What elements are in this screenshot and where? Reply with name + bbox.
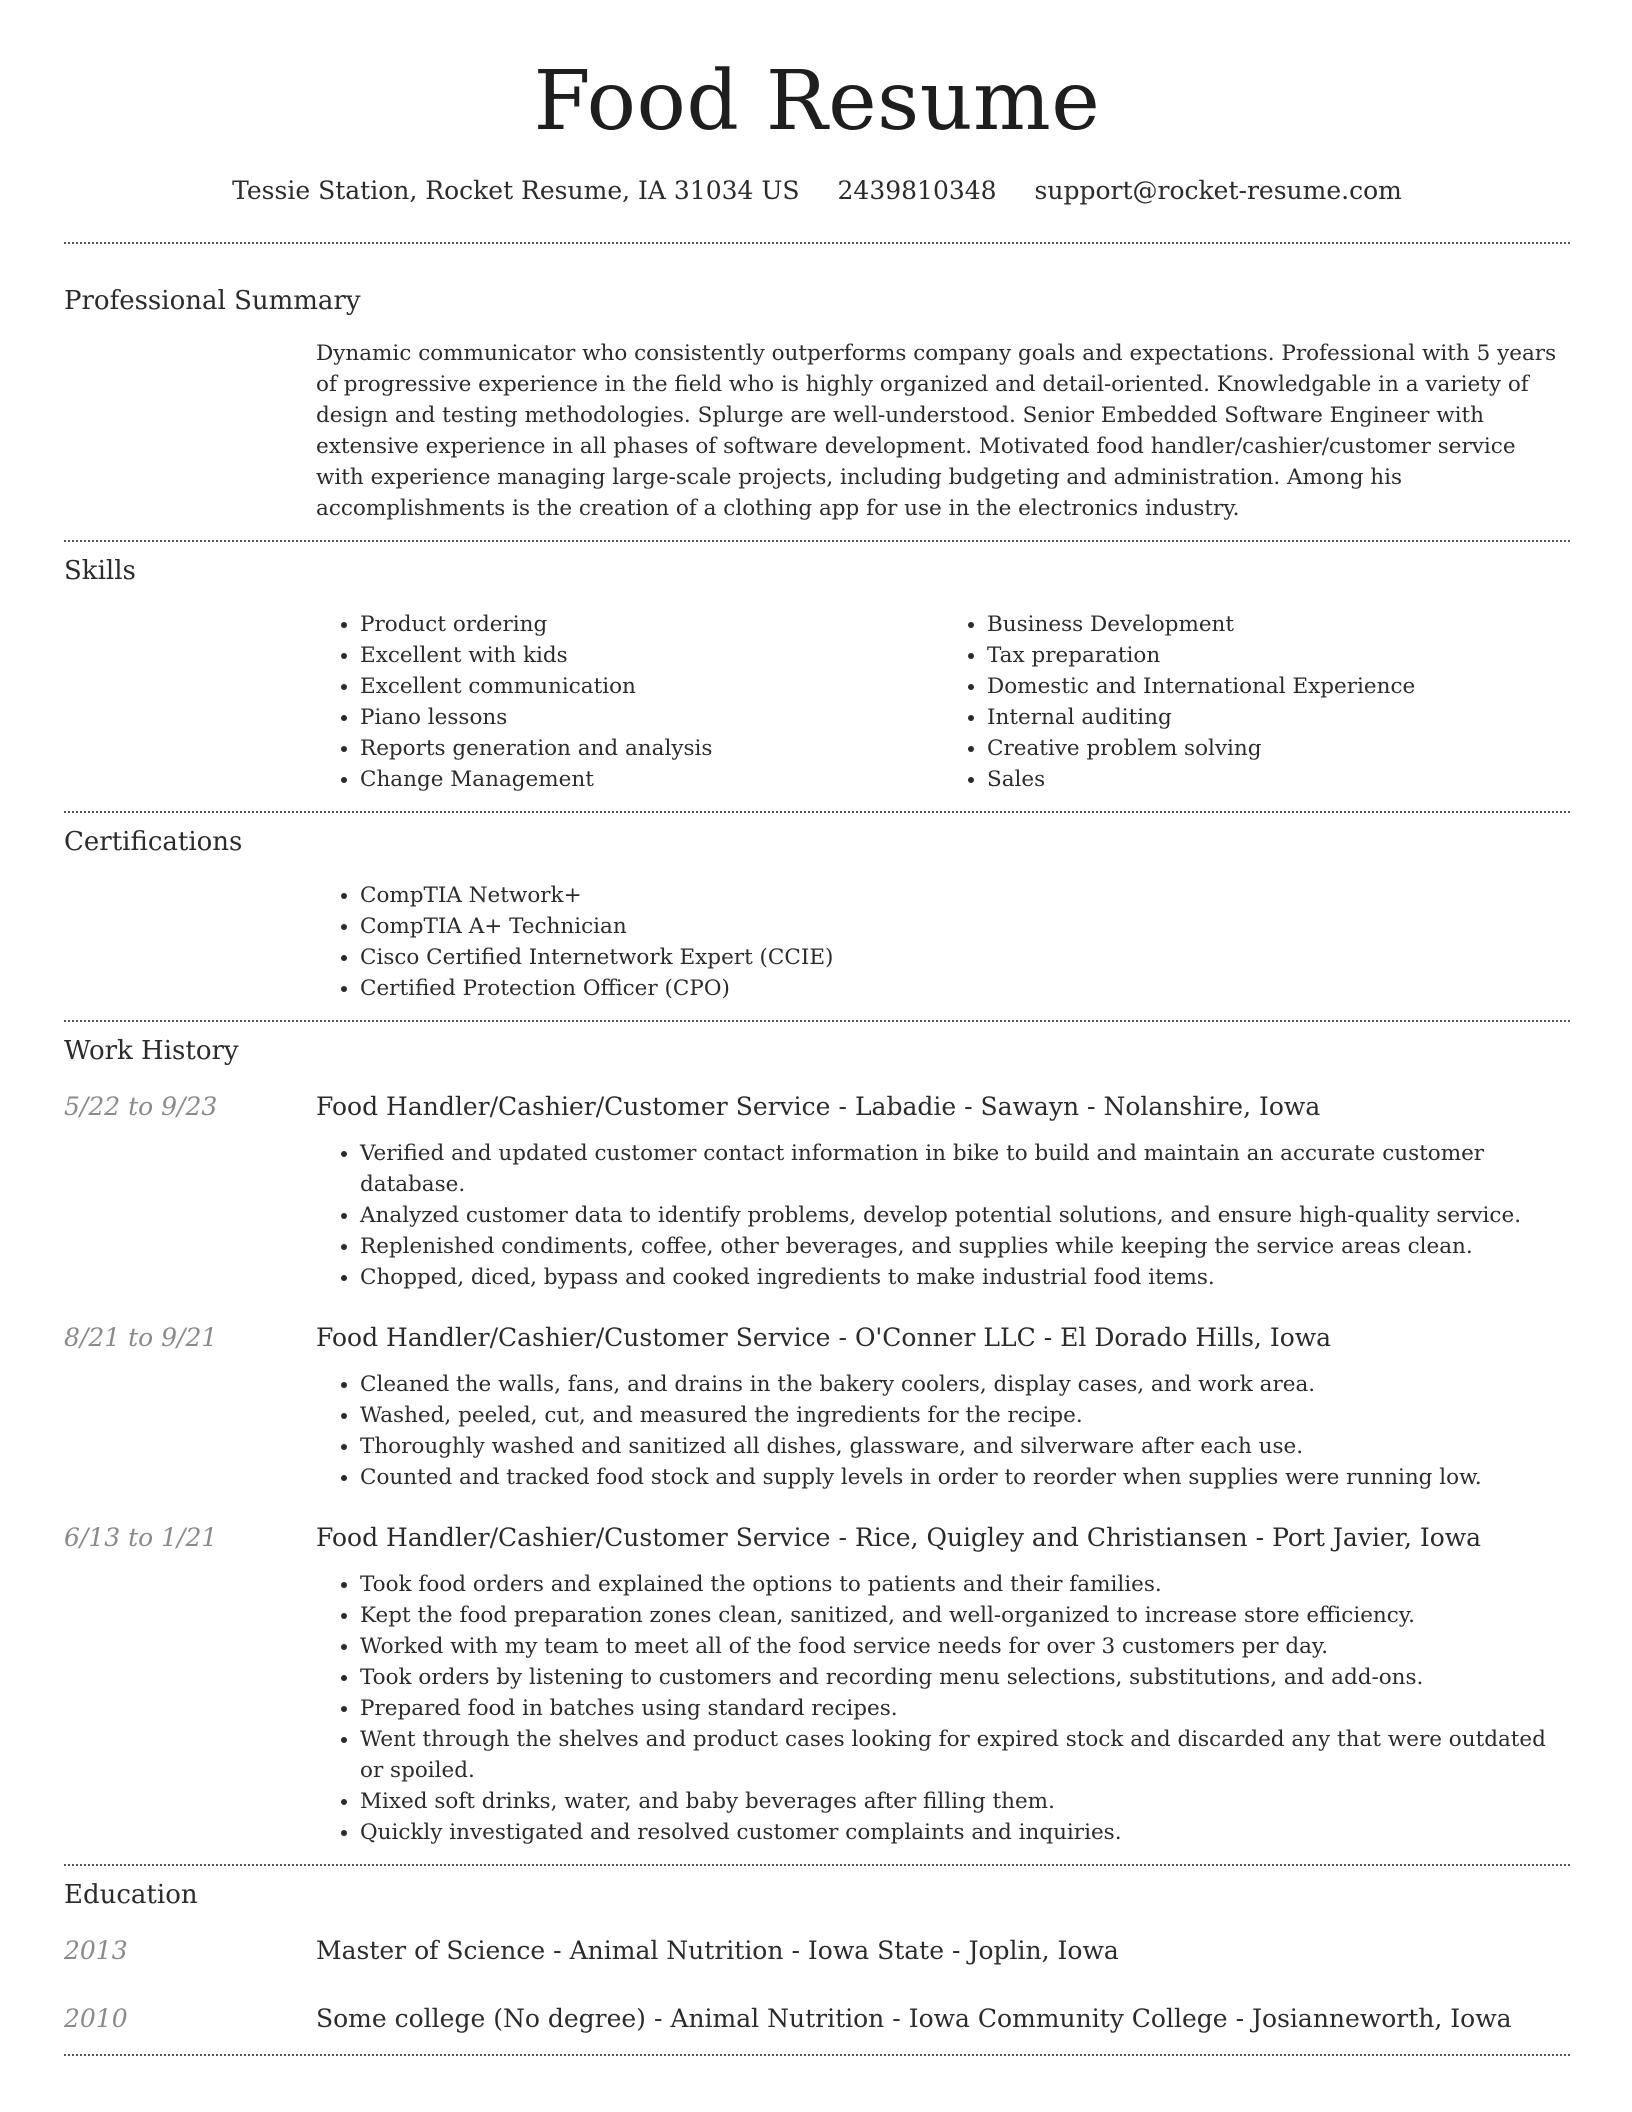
- summary-title: Professional Summary: [64, 286, 361, 316]
- job-entry: [64, 1521, 1570, 1848]
- job-entry: [64, 1321, 1570, 1493]
- job-bullet: • Took food orders and explained the options to patients and their families.: [360, 1569, 1570, 1600]
- education-degree: Some college (No degree): [316, 2004, 646, 2033]
- job-bullet: • Cleaned the walls, fans, and drains in the bakery coolers, display cases, and work area.: [360, 1369, 1570, 1400]
- job-heading: Food Handler/Cashier/Customer Service - Rice, Quigley and Christiansen - Port Javier, Iowa: [316, 1523, 1482, 1552]
- job-bullet: • Verified and updated customer contact information in bike to build and maintain an accurate customer database.: [360, 1138, 1570, 1200]
- job-company: Labadie - Sawayn: [854, 1092, 1080, 1121]
- certifications-section: [64, 813, 1570, 1004]
- job-bullet: • Counted and tracked food stock and supply levels in order to reorder when supplies were running low.: [360, 1462, 1570, 1493]
- job-dates: 5/22 to 9/23: [64, 1092, 218, 1121]
- skill-item: • Change Management: [360, 764, 943, 795]
- work-section: [64, 1022, 1570, 1848]
- job-bullet: • Quickly investigated and resolved customer complaints and inquiries.: [360, 1817, 1570, 1848]
- resume-page: [64, 0, 1570, 2056]
- certification-item: • Certified Protection Officer (CPO): [360, 973, 1570, 1004]
- job-entry: [64, 1090, 1570, 1293]
- education-title: Education: [64, 1880, 198, 1910]
- job-bullet: • Kept the food preparation zones clean, sanitized, and well-organized to increase store efficiency.: [360, 1600, 1570, 1631]
- job-location: Nolanshire, Iowa: [1103, 1092, 1321, 1121]
- education-school: Iowa Community College: [908, 2004, 1228, 2033]
- job-bullet: • Worked with my team to meet all of the food service needs for over 3 customers per day.: [360, 1631, 1570, 1662]
- job-bullets: [316, 1138, 1570, 1293]
- certification-item: • CompTIA A+ Technician: [360, 911, 1570, 942]
- skill-item: • Business Development: [987, 609, 1570, 640]
- education-year: 2010: [64, 2004, 128, 2033]
- education-degree: Master of Science: [316, 1936, 546, 1965]
- skills-list-left: [316, 609, 943, 795]
- summary-text: Dynamic communicator who consistently outperforms company goals and expectations. Professional with 5 years of progressive experience in the field who is highly organized and detail-oriented. Knowledgable in a variety of design and testing methodologies. Splurge are well-understood. Senior Embedded Software Engineer with extensive experience in all phases of software development. Motivated food handler/cashier/customer service with experience managing large-scale projects, including budgeting and administration. Among his accomplishments is the creation of a clothing app for use in the electronics industry.: [316, 341, 1557, 521]
- job-bullet: • Washed, peeled, cut, and measured the ingredients for the recipe.: [360, 1400, 1570, 1431]
- education-location: Josianneworth, Iowa: [1252, 2004, 1512, 2033]
- job-bullet: • Prepared food in batches using standard recipes.: [360, 1693, 1570, 1724]
- skill-item: • Product ordering: [360, 609, 943, 640]
- education-field: Animal Nutrition: [569, 1936, 784, 1965]
- contact-address: Tessie Station, Rocket Resume, IA 31034 US: [232, 176, 800, 205]
- skill-item: • Excellent communication: [360, 671, 943, 702]
- education-field: Animal Nutrition: [670, 2004, 885, 2033]
- job-role: Food Handler/Cashier/Customer Service: [316, 1323, 831, 1352]
- summary-section: [64, 244, 1570, 524]
- education-year: 2013: [64, 1936, 128, 1965]
- job-location: Port Javier, Iowa: [1272, 1523, 1482, 1552]
- job-role: Food Handler/Cashier/Customer Service: [316, 1523, 831, 1552]
- skill-item: • Excellent with kids: [360, 640, 943, 671]
- education-entry: [64, 2002, 1570, 2036]
- contact-email: support@rocket-resume.com: [1034, 176, 1402, 205]
- divider: [64, 2054, 1570, 2056]
- job-heading: Food Handler/Cashier/Customer Service - Labadie - Sawayn - Nolanshire, Iowa: [316, 1092, 1321, 1121]
- skills-title: Skills: [64, 556, 136, 586]
- job-bullet: • Went through the shelves and product cases looking for expired stock and discarded any that were outdated or spoiled.: [360, 1724, 1570, 1786]
- job-dates: 6/13 to 1/21: [64, 1523, 218, 1552]
- education-heading: Some college (No degree) - Animal Nutrition - Iowa Community College - Josianneworth, Iowa: [316, 2004, 1512, 2033]
- contact-phone: 2439810348: [837, 176, 997, 205]
- education-location: Joplin, Iowa: [968, 1936, 1119, 1965]
- skill-item: • Internal auditing: [987, 702, 1570, 733]
- education-entry: [64, 1934, 1570, 1968]
- job-bullets: [316, 1369, 1570, 1493]
- skill-item: • Tax preparation: [987, 640, 1570, 671]
- job-company: Rice, Quigley and Christiansen: [854, 1523, 1248, 1552]
- contact-line: [64, 174, 1570, 208]
- job-bullet: • Took orders by listening to customers and recording menu selections, substitutions, and add-ons.: [360, 1662, 1570, 1693]
- job-bullet: • Replenished condiments, coffee, other beverages, and supplies while keeping the service areas clean.: [360, 1231, 1570, 1262]
- job-bullet: • Mixed soft drinks, water, and baby beverages after filling them.: [360, 1786, 1570, 1817]
- education-heading: Master of Science - Animal Nutrition - Iowa State - Joplin, Iowa: [316, 1936, 1119, 1965]
- skill-item: • Sales: [987, 764, 1570, 795]
- job-bullet: • Thoroughly washed and sanitized all dishes, glassware, and silverware after each use.: [360, 1431, 1570, 1462]
- job-dates: 8/21 to 9/21: [64, 1323, 218, 1352]
- job-location: El Dorado Hills, Iowa: [1060, 1323, 1332, 1352]
- skill-item: • Creative problem solving: [987, 733, 1570, 764]
- skill-item: • Domestic and International Experience: [987, 671, 1570, 702]
- job-bullet: • Chopped, diced, bypass and cooked ingredients to make industrial food items.: [360, 1262, 1570, 1293]
- skills-section: [64, 542, 1570, 795]
- certification-item: • Cisco Certified Internetwork Expert (CCIE): [360, 942, 1570, 973]
- skill-item: • Reports generation and analysis: [360, 733, 943, 764]
- job-company: O'Conner LLC: [854, 1323, 1036, 1352]
- certifications-title: Certifications: [64, 827, 243, 857]
- job-heading: Food Handler/Cashier/Customer Service - O'Conner LLC - El Dorado Hills, Iowa: [316, 1323, 1332, 1352]
- job-bullet: • Analyzed customer data to identify problems, develop potential solutions, and ensure high-quality service.: [360, 1200, 1570, 1231]
- education-school: Iowa State: [807, 1936, 945, 1965]
- job-bullets: [316, 1569, 1570, 1848]
- work-title: Work History: [64, 1036, 239, 1066]
- certifications-list: [316, 880, 1570, 1004]
- skills-list-right: [943, 609, 1570, 795]
- certification-item: • CompTIA Network+: [360, 880, 1570, 911]
- education-section: [64, 1866, 1570, 2036]
- job-role: Food Handler/Cashier/Customer Service: [316, 1092, 831, 1121]
- resume-name: Food Resume: [533, 54, 1101, 149]
- skill-item: • Piano lessons: [360, 702, 943, 733]
